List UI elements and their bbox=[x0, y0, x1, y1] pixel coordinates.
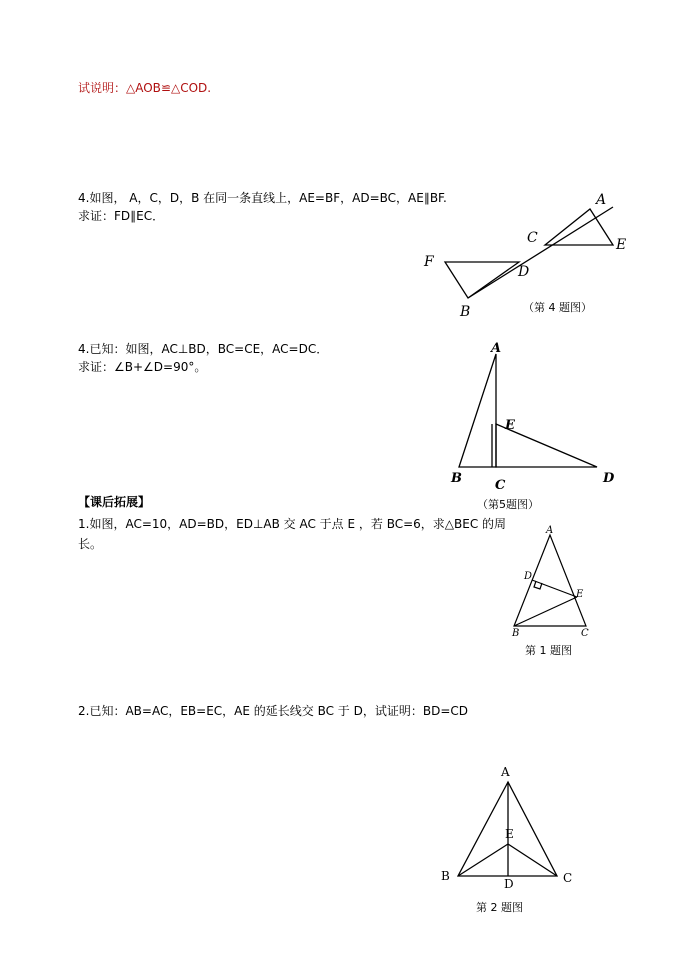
fig2-label-b: B bbox=[441, 869, 450, 883]
fig1-label-e: E bbox=[576, 589, 584, 600]
problem-4a-line1: 4.如图， A，C，D，B 在同一条直线上，AE=BF，AD=BC，AE∥BF. bbox=[78, 191, 447, 205]
fig1-label-d: D bbox=[524, 571, 533, 582]
fig4a-label-e: E bbox=[616, 237, 627, 253]
fig2-label-a: A bbox=[501, 765, 510, 779]
fig4a-label-c: C bbox=[527, 230, 538, 246]
fig4a-label-a: A bbox=[596, 192, 607, 208]
fig4b-label-c: C bbox=[495, 478, 506, 493]
figure-1-caption: 第 1 题图 bbox=[525, 644, 572, 657]
fig4a-label-b: B bbox=[460, 304, 471, 320]
fig1-label-c: C bbox=[581, 628, 589, 639]
intro-text: 试说明：△AOB≌△COD. bbox=[78, 81, 212, 95]
fig4a-label-f: F bbox=[424, 254, 434, 270]
figure-4a-caption: （第 4 题图） bbox=[523, 301, 592, 314]
fig2-label-c: C bbox=[563, 871, 573, 885]
fig4b-label-d: D bbox=[603, 471, 615, 486]
problem-4a-line2: 求证：FD∥EC． bbox=[78, 209, 165, 223]
problem-1-line2: 长。 bbox=[78, 537, 103, 551]
problem-4b-line1: 4.已知：如图，AC⊥BD，BC=CE，AC=DC． bbox=[78, 342, 329, 356]
fig1-label-b: B bbox=[512, 628, 520, 639]
fig1-label-a: A bbox=[546, 525, 554, 536]
problem-1-line1: 1.如图，AC=10，AD=BD，ED⊥AB 交 AC 于点 E ，若 BC=6，求△BEC 的周 bbox=[78, 517, 507, 531]
fig2-line-be bbox=[458, 844, 508, 876]
fig2-label-d: D bbox=[504, 877, 514, 891]
section-title: 【课后拓展】 bbox=[78, 495, 151, 509]
fig4b-label-b: B bbox=[451, 471, 462, 486]
problem-2-line1: 2.已知：AB=AC，EB=EC，AE 的延长线交 BC 于 D，试证明：BD=CD bbox=[78, 704, 468, 718]
figure-2-caption: 第 2 题图 bbox=[476, 901, 523, 914]
figure-4b-caption: （第5题图） bbox=[477, 498, 539, 511]
fig4b-label-e: E bbox=[505, 418, 515, 433]
fig2-label-e: E bbox=[505, 827, 514, 841]
problem-4b-line2: 求证：∠B+∠D=90°。 bbox=[78, 360, 207, 374]
fig2-line-ce bbox=[508, 844, 557, 876]
fig4a-label-d: D bbox=[518, 264, 530, 280]
fig4b-label-a: A bbox=[491, 341, 502, 356]
